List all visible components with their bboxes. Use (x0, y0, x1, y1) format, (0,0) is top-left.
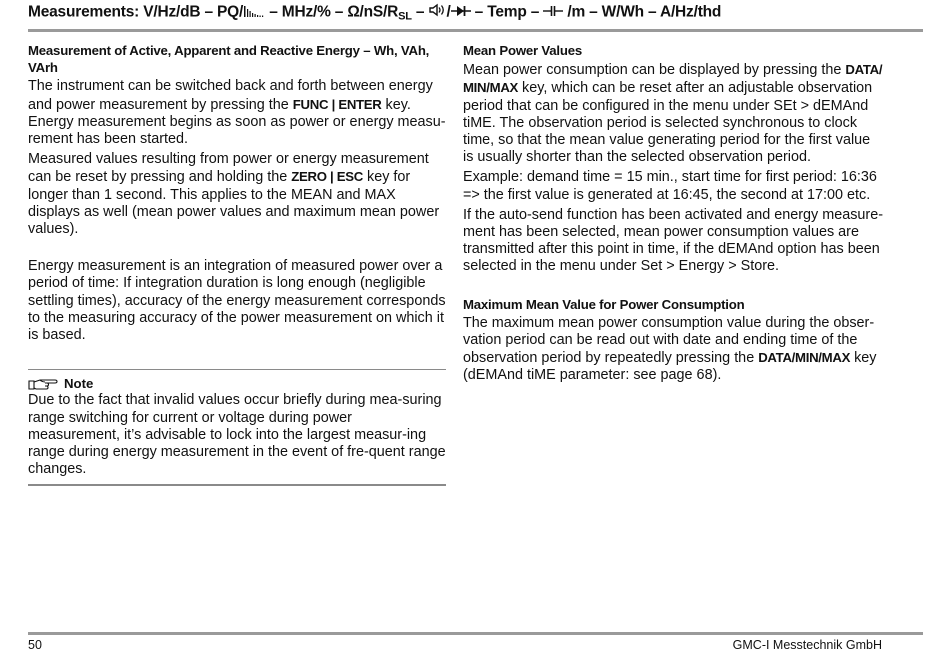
company-name: GMC-I Messtechnik GmbH (732, 638, 882, 652)
key-data-min-max: DATA/ MIN/MAX (463, 62, 883, 96)
text-run: The instrument can be switched back and forth between energy and power measurement by pressing the (28, 78, 433, 113)
note-header (28, 375, 446, 392)
key-zero-esc: ZERO | ESC (291, 169, 363, 185)
text-run: The maximum mean power consumption value during the obser-vation period can be read out with date and ending time of the observation period by repeatedly pressing the (463, 314, 875, 367)
right-column (463, 42, 883, 388)
left-column (28, 42, 446, 486)
header-title-part: Measurements: V/Hz/dB – PQ/ (28, 3, 244, 21)
header-title-part: /m – W/Wh – A/Hz/thd (563, 3, 722, 21)
paragraph-integration: Energy measurement is an integration of measured power over a period of time: If integration duration is long enough (negligible settling times), accuracy of the energy measurement corresponds to the measuring accuracy of the power measurement on which it is based. (28, 258, 446, 344)
section-heading-mean-power: Mean Power Values (463, 43, 583, 58)
note-label: Note (64, 376, 94, 392)
key-func-enter: FUNC | ENTER (292, 96, 382, 112)
paragraph-switching (28, 78, 446, 148)
footer-divider (28, 632, 923, 635)
pointing-hand-icon (28, 377, 58, 391)
continuity-buzzer-icon (428, 3, 446, 22)
page-number: 50 (28, 638, 42, 652)
header-title-part: / (446, 3, 451, 21)
paragraph-max-mean (463, 315, 883, 385)
diode-icon (451, 4, 471, 22)
header-title-part: – (411, 3, 429, 21)
paragraph-example: Example: demand time = 15 min., start time for first period: 16:36 => the first value is generated at 16:45, the second at 17:00 etc. (463, 169, 877, 203)
text-run: key. Energy measurement begins as soon as power or energy measu-rement has been started. (28, 96, 446, 148)
text-run: Mean power consumption can be displayed by pressing the (463, 62, 846, 79)
header-divider (28, 29, 923, 32)
section-heading-max-mean: Maximum Mean Value for Power Consumption (463, 296, 745, 312)
page-header (28, 3, 923, 23)
header-title-part: – MHz/% – Ω/nS/R (265, 3, 399, 21)
section-heading-energy: Measurement of Active, Apparent and Reactive Energy – Wh, VAh, VArh (28, 43, 430, 76)
note-text: Due to the fact that invalid values occur briefly during mea-suring range switching for current or voltage during power measurement, it’s advisable to lock into the largest measur-ing range during energy measurement in the event of fre-quent range changes. (28, 392, 446, 478)
paragraph-reset (28, 151, 446, 238)
note-box (28, 369, 446, 486)
paragraph-auto-send: If the auto-send function has been activated and energy measure-ment has been selected, mean power consumption values are transmitted after this point in time, if the dEMAnd option has been selected in the menu under Set > Energy > Store. (463, 206, 883, 275)
capacitor-icon (543, 4, 563, 22)
header-title-part: – Temp – (470, 3, 544, 21)
paragraph-mean-power (463, 61, 883, 166)
text-run: key, which can be reset after an adjustable observation period that can be configured in the menu under SEt > dEMAnd tiME. The observation period is selected synchronous to clock time, so that the mean value generating period for the first value is usually shorter than the selected observation period. (463, 80, 873, 166)
text-run: key for longer than 1 second. This applies to the MEAN and MAX displays as well (mean power values and maximum mean power values). (28, 169, 440, 238)
key-data-min-max: DATA/MIN/MAX (758, 350, 851, 366)
text-run: Measured values resulting from power or energy measurement can be reset by pressing and holding the (28, 151, 429, 186)
text-run: key (dEMAnd tiME parameter: see page 68). (463, 350, 877, 384)
header-title-subscript: SL (398, 10, 412, 23)
harmonics-bar-icon (243, 4, 265, 22)
